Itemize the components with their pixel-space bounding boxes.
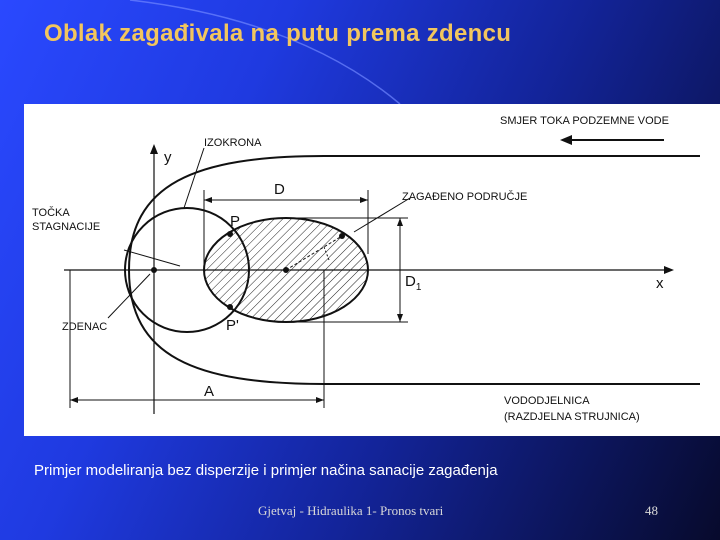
contaminated-area-label: ZAGAĐENO PODRUČJE xyxy=(402,191,528,203)
stagnation-point-label-line2: STAGNACIJE xyxy=(32,221,101,233)
point-p xyxy=(227,231,233,237)
page-number: 48 xyxy=(645,503,658,518)
y-axis-label: y xyxy=(164,149,172,166)
contamination-plume-diagram xyxy=(24,104,720,436)
point-p-label: P xyxy=(230,213,241,230)
dimension-a-label: A xyxy=(204,383,215,400)
slide-title: Oblak zagađivala na putu prema zdencu xyxy=(44,20,512,47)
isochrone-label: IZOKRONA xyxy=(204,137,262,149)
diagram-panel xyxy=(24,104,720,436)
x-axis-label: x xyxy=(656,275,664,292)
point-p-prime xyxy=(227,304,233,310)
well-label: ZDENAC xyxy=(62,321,108,333)
figure-caption: Primjer modeliranja bez disperzije i primjer načina sanacije zagađenja xyxy=(34,462,498,479)
footer-text: Gjetvaj - Hidraulika 1- Pronos tvari xyxy=(258,503,444,518)
stagnation-point-label-line1: TOČKA xyxy=(32,207,70,219)
flow-direction-label: SMJER TOKA PODZEMNE VODE xyxy=(500,115,669,127)
dimension-d1-label: $D_1$ xyxy=(405,273,422,293)
dividing-streamline-label-line1: VODODJELNICA xyxy=(504,395,590,407)
dimension-d-label: D xyxy=(274,181,285,198)
dividing-streamline-label-line2: (RAZDJELNA STRUJNICA) xyxy=(504,411,640,423)
well-point xyxy=(151,267,157,273)
y-axis-arrow xyxy=(150,144,158,154)
point-p-prime-label: P' xyxy=(226,317,239,334)
x-axis-arrow xyxy=(664,266,674,274)
